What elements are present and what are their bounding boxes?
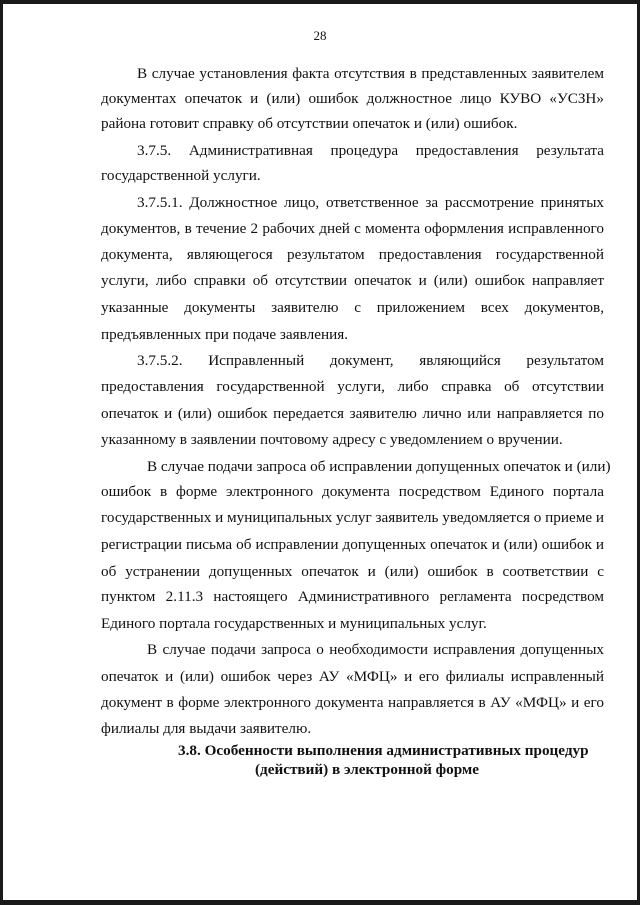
paragraph-line: государственной услуги. [101, 167, 261, 184]
paragraph-line: документах опечаток и (или) ошибок должностное лицо КУВО «УСЗН» [101, 90, 604, 107]
section-heading-line: 3.8. Особенности выполнения административных процедур [178, 742, 589, 759]
paragraph-line: 3.7.5. Административная процедура предоставления результата [137, 142, 604, 159]
paragraph-line: В случае подачи запроса об исправлении допущенных опечаток и (или) [147, 458, 611, 475]
paragraph-line: указанные документы заявителю с приложением всех документов, [101, 299, 604, 316]
paragraph-line: документ в форме электронного документа направляется в АУ «МФЦ» и его [101, 694, 604, 711]
paragraph-line: предъявленных при подаче заявления. [101, 326, 348, 343]
paragraph-line: государственных и муниципальных услуг заявитель уведомляется о приеме и [101, 509, 604, 526]
paragraph-line: указанному в заявлении почтовому адресу с уведомлением о вручении. [101, 431, 563, 448]
paragraph-line: опечаток и (или) ошибок через АУ «МФЦ» и его филиалы исправленный [101, 668, 604, 685]
paragraph-line: В случае подачи запроса о необходимости исправления допущенных [147, 641, 604, 658]
paragraph-line: филиалы для выдачи заявителю. [101, 720, 312, 737]
page-number: 28 [313, 28, 327, 43]
paragraph-line: 3.7.5.1. Должностное лицо, ответственное за рассмотрение принятых [137, 194, 604, 211]
paragraph-line: ошибок в форме электронного документа посредством Единого портала [101, 483, 604, 500]
paragraph-line: В случае установления факта отсутствия в представленных заявителем [137, 65, 604, 82]
paragraph-line: регистрации письма об исправлении допущенных опечаток и (или) ошибок и [101, 536, 604, 553]
paragraph-line: документа, являющегося результатом предоставления государственной [101, 246, 604, 263]
paragraph-line: опечаток и (или) ошибок передается заявителю лично или направляется по [101, 405, 604, 422]
paragraph-line: предоставления государственной услуги, либо справка об отсутствии [101, 378, 604, 395]
scan-border-bottom [0, 900, 640, 905]
paragraph-line: Единого портала государственных и муниципальных услуг. [101, 615, 487, 632]
paragraph-line: 3.7.5.2. Исправленный документ, являющийся результатом [137, 352, 604, 369]
paragraph-line: района готовит справку об отсутствии опечаток и (или) ошибок. [101, 115, 518, 132]
paragraph-line: услуги, либо справки об отсутствии опечаток и (или) ошибок направляет [101, 272, 604, 289]
paragraph-line: документов, в течение 2 рабочих дней с момента оформления исправленного [101, 220, 604, 237]
section-heading-line: (действий) в электронной форме [255, 761, 480, 778]
scan-border-top [0, 0, 640, 4]
paragraph-line: об устранении допущенных опечаток и (или) ошибок в соответствии с [101, 563, 604, 580]
paragraph-line: пунктом 2.11.3 настоящего Административного регламента посредством [101, 588, 604, 605]
scan-border-left [0, 0, 3, 905]
